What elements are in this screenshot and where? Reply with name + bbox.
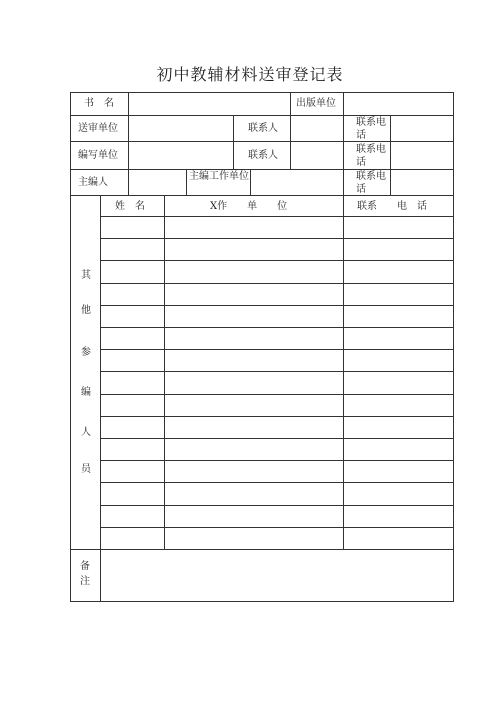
name-cell[interactable] — [101, 306, 164, 327]
label-compiling-unit: 编写单位 — [78, 150, 118, 161]
phone-cell[interactable] — [344, 528, 452, 549]
book-name-field[interactable] — [129, 93, 289, 115]
col-header-name: 姓 名 — [115, 201, 145, 212]
unit-cell[interactable] — [165, 261, 343, 283]
label-submitting-unit: 送审单位 — [78, 123, 118, 134]
unit-cell[interactable] — [165, 306, 343, 327]
label-chief-editor-unit: 主编工作单位 — [189, 171, 249, 182]
chief-editor-field[interactable] — [129, 170, 185, 195]
remarks-label-1: 备 — [80, 561, 90, 572]
label-contact: 联系人 — [248, 123, 278, 134]
col-header-phone: 联系 电 话 — [357, 201, 427, 212]
phone-cell[interactable] — [344, 350, 452, 371]
col-divider — [290, 92, 291, 116]
col-header-unit: X作 单 位 — [210, 201, 288, 212]
phone-cell[interactable] — [344, 284, 452, 305]
phone-field[interactable] — [391, 170, 452, 195]
unit-cell[interactable] — [165, 395, 343, 416]
name-cell[interactable] — [101, 217, 164, 238]
name-cell[interactable] — [101, 417, 164, 438]
side-label-char: 其 — [81, 270, 91, 281]
name-cell[interactable] — [101, 395, 164, 416]
unit-cell[interactable] — [165, 506, 343, 527]
contact-field[interactable] — [291, 116, 342, 141]
unit-cell[interactable] — [165, 528, 343, 549]
border-bottom — [70, 601, 454, 602]
unit-cell[interactable] — [165, 217, 343, 238]
unit-cell[interactable] — [165, 417, 343, 438]
name-cell[interactable] — [101, 483, 164, 505]
side-label-char: 人 — [81, 427, 91, 438]
side-label-char: 编 — [81, 387, 91, 398]
name-cell[interactable] — [101, 284, 164, 305]
col-divider — [186, 169, 187, 196]
publisher-field[interactable] — [344, 93, 452, 115]
remarks-field[interactable] — [101, 550, 452, 600]
phone-cell[interactable] — [344, 261, 452, 283]
name-cell[interactable] — [101, 261, 164, 283]
unit-cell[interactable] — [165, 483, 343, 505]
unit-cell[interactable] — [165, 284, 343, 305]
name-cell[interactable] — [101, 439, 164, 460]
phone-cell[interactable] — [344, 217, 452, 238]
phone-cell[interactable] — [344, 506, 452, 527]
phone-field[interactable] — [391, 142, 452, 169]
submitting-unit-field[interactable] — [129, 116, 232, 141]
label-phone: 联系电话 — [356, 117, 386, 141]
label-contact: 联系人 — [248, 150, 278, 161]
label-phone: 联系电话 — [356, 171, 386, 195]
phone-cell[interactable] — [344, 395, 452, 416]
unit-cell[interactable] — [165, 461, 343, 482]
compiling-unit-field[interactable] — [129, 142, 232, 169]
name-cell[interactable] — [101, 350, 164, 371]
contact-field[interactable] — [291, 142, 342, 169]
label-book-name: 书 名 — [84, 98, 114, 109]
form-title: 初中教辅材料送审登记表 — [156, 65, 344, 84]
label-publisher: 出版单位 — [296, 98, 336, 109]
phone-cell[interactable] — [344, 372, 452, 394]
registration-form — [70, 92, 454, 602]
col-divider — [343, 169, 344, 196]
unit-cell[interactable] — [165, 350, 343, 371]
unit-cell[interactable] — [165, 372, 343, 394]
phone-cell[interactable] — [344, 306, 452, 327]
remarks-label-2: 注 — [80, 576, 90, 587]
col-divider — [233, 115, 234, 170]
label-phone: 联系电话 — [356, 144, 386, 168]
phone-cell[interactable] — [344, 239, 452, 260]
name-cell[interactable] — [101, 239, 164, 260]
unit-cell[interactable] — [165, 439, 343, 460]
phone-cell[interactable] — [344, 483, 452, 505]
phone-cell[interactable] — [344, 439, 452, 460]
side-label-char: 他 — [81, 305, 91, 316]
phone-cell[interactable] — [344, 328, 452, 349]
side-label-char: 员 — [81, 464, 91, 475]
unit-cell[interactable] — [165, 328, 343, 349]
name-cell[interactable] — [101, 328, 164, 349]
phone-cell[interactable] — [344, 417, 452, 438]
label-chief-editor: 主编人 — [78, 177, 108, 188]
name-cell[interactable] — [101, 461, 164, 482]
name-cell[interactable] — [101, 372, 164, 394]
name-cell[interactable] — [101, 528, 164, 549]
phone-field[interactable] — [391, 116, 452, 141]
unit-cell[interactable] — [165, 239, 343, 260]
side-label-char: 参 — [81, 347, 91, 358]
name-cell[interactable] — [101, 506, 164, 527]
col-divider — [343, 115, 344, 170]
chief-editor-unit-field[interactable] — [251, 170, 342, 195]
phone-cell[interactable] — [344, 461, 452, 482]
